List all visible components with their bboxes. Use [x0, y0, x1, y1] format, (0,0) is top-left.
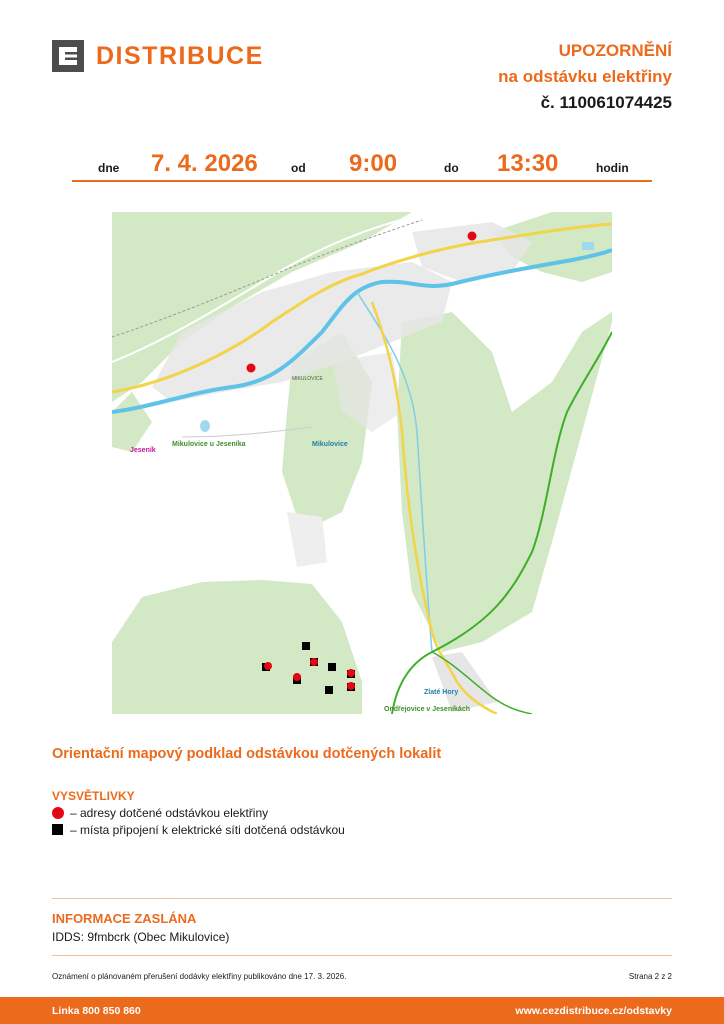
map-caption: Orientační mapový podklad odstávkou dotčených lokalit: [52, 746, 442, 762]
map-label-zlate-hory: Zlaté Hory: [424, 689, 459, 696]
forest-area: [112, 580, 362, 714]
time-from: 9:00: [349, 150, 398, 177]
time-to: 13:30: [497, 150, 559, 177]
pond: [200, 420, 210, 432]
black-square-icon: [52, 824, 63, 835]
pond: [582, 242, 594, 250]
dne-label: dne: [98, 161, 120, 175]
connection-point-marker: [325, 686, 333, 694]
page-number: Strana 2 z 2: [628, 972, 672, 981]
hodin-label: hodin: [596, 161, 629, 175]
outage-date: 7. 4. 2026: [151, 150, 258, 177]
outage-date-row: [72, 148, 652, 182]
legend-item-address: [52, 805, 268, 821]
notice-subtitle: na odstávku elektřiny: [498, 67, 672, 86]
address-marker: [347, 669, 355, 677]
notice-header: [498, 38, 672, 116]
map-label-ondrejovice: Ondřejovice v Jeseníkách: [384, 706, 470, 713]
brand-name: DISTRIBUCE: [96, 42, 264, 70]
cez-logo-icon: [52, 40, 84, 72]
address-marker: [310, 658, 318, 666]
red-dot-icon: [52, 807, 64, 819]
map-label-road: MIKULOVICE: [292, 376, 323, 382]
connection-point-marker: [302, 642, 310, 650]
od-label: od: [291, 161, 306, 175]
address-marker: [247, 364, 256, 373]
divider: [52, 955, 672, 956]
address-marker: [468, 232, 477, 241]
footer-website-link[interactable]: www.cezdistribuce.cz/odstavky: [515, 1005, 672, 1017]
map-canvas: [112, 212, 612, 714]
map-label-jesenik: Jeseník: [130, 447, 156, 454]
info-title: INFORMACE ZASLÁNA: [52, 911, 197, 926]
divider: [52, 898, 672, 899]
address-marker: [264, 662, 272, 670]
address-marker: [347, 682, 355, 690]
outage-map: [112, 212, 612, 714]
publication-note: Oznámení o plánovaném přerušení dodávky elektřiny publikováno dne 17. 3. 2026.: [52, 972, 347, 981]
map-label-mikulovice-u-jesenika: Mikulovice u Jeseníka: [172, 441, 246, 448]
address-marker: [293, 673, 301, 681]
map-label-mikulovice: Mikulovice: [312, 441, 348, 448]
connection-point-marker: [328, 663, 336, 671]
legend-address-label: – adresy dotčené odstávkou elektřiny: [70, 806, 269, 820]
legend-item-connection: [52, 822, 345, 838]
do-label: do: [444, 161, 459, 175]
legend-connection-label: – místa připojení k elektrické síti dotčená odstávkou: [70, 823, 345, 837]
legend-title: VYSVĚTLIVKY: [52, 789, 135, 803]
info-recipient: IDDS: 9fmbcrk (Obec Mikulovice): [52, 930, 230, 944]
notice-title: UPOZORNĚNÍ: [558, 41, 672, 60]
footer-phone: Linka 800 850 860: [52, 1005, 141, 1017]
notice-number: č. 110061074425: [540, 93, 672, 112]
